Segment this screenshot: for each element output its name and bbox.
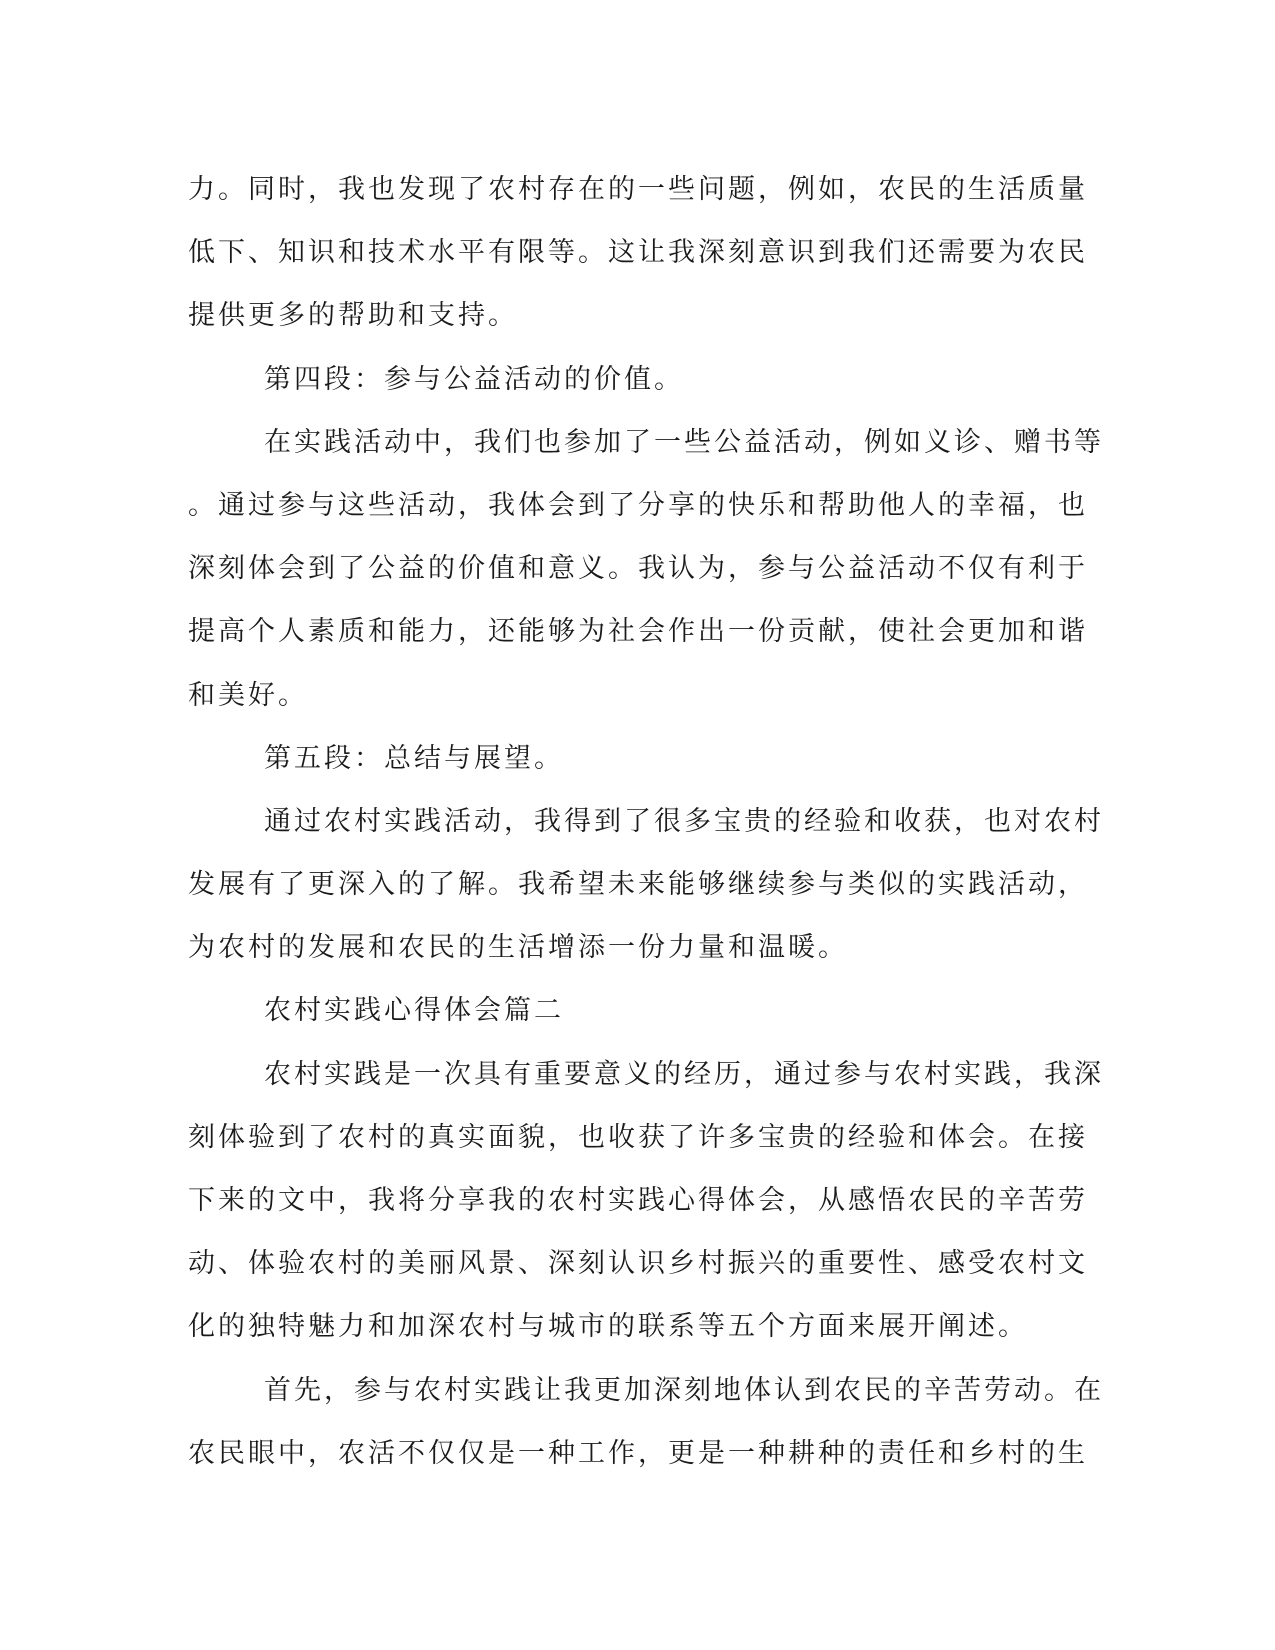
document-body [188,158,1104,1485]
text-line: 动、体验农村的美丽风景、深刻认识乡村振兴的重要性、感受农村文 [188,1248,1088,1280]
text-line: 深刻体会到了公益的价值和意义。我认为，参与公益活动不仅有利于 [188,553,1088,585]
text-line: 和美好。 [188,679,308,711]
text-line: 提供更多的帮助和支持。 [188,300,518,332]
text-line: 在实践活动中，我们也参加了一些公益活动，例如义诊、赠书等 [264,426,1104,458]
text-line: 首先，参与农村实践让我更加深刻地体认到农民的辛苦劳动。在 [264,1374,1104,1406]
text-line: 刻体验到了农村的真实面貌，也收获了许多宝贵的经验和体会。在接 [188,1121,1088,1153]
text-line: 为农村的发展和农民的生活增添一份力量和温暖。 [188,932,848,964]
text-line: 力。同时，我也发现了农村存在的一些问题，例如，农民的生活质量 [188,174,1088,205]
text-line: 。通过参与这些活动，我体会到了分享的快乐和帮助他人的幸福，也 [188,489,1088,521]
section-heading-4: 第四段：参与公益活动的价值。 [264,363,684,395]
text-line: 低下、知识和技术水平有限等。这让我深刻意识到我们还需要为农民 [188,237,1088,269]
text-line: 发展有了更深入的了解。我希望未来能够继续参与类似的实践活动， [188,869,1088,901]
text-line: 化的独特魅力和加深农村与城市的联系等五个方面来展开阐述。 [188,1311,1028,1343]
text-line: 农村实践是一次具有重要意义的经历，通过参与农村实践，我深 [264,1058,1104,1090]
text-line: 通过农村实践活动，我得到了很多宝贵的经验和收获，也对农村 [264,805,1104,837]
text-line: 提高个人素质和能力，还能够为社会作出一份贡献，使社会更加和谐 [188,616,1088,648]
section-heading-5: 第五段：总结与展望。 [264,742,564,774]
text-line: 农民眼中，农活不仅仅是一种工作，更是一种耕种的责任和乡村的生 [188,1437,1088,1469]
article-title: 农村实践心得体会篇二 [264,995,564,1027]
text-line: 下来的文中，我将分享我的农村实践心得体会，从感悟农民的辛苦劳 [188,1185,1088,1216]
